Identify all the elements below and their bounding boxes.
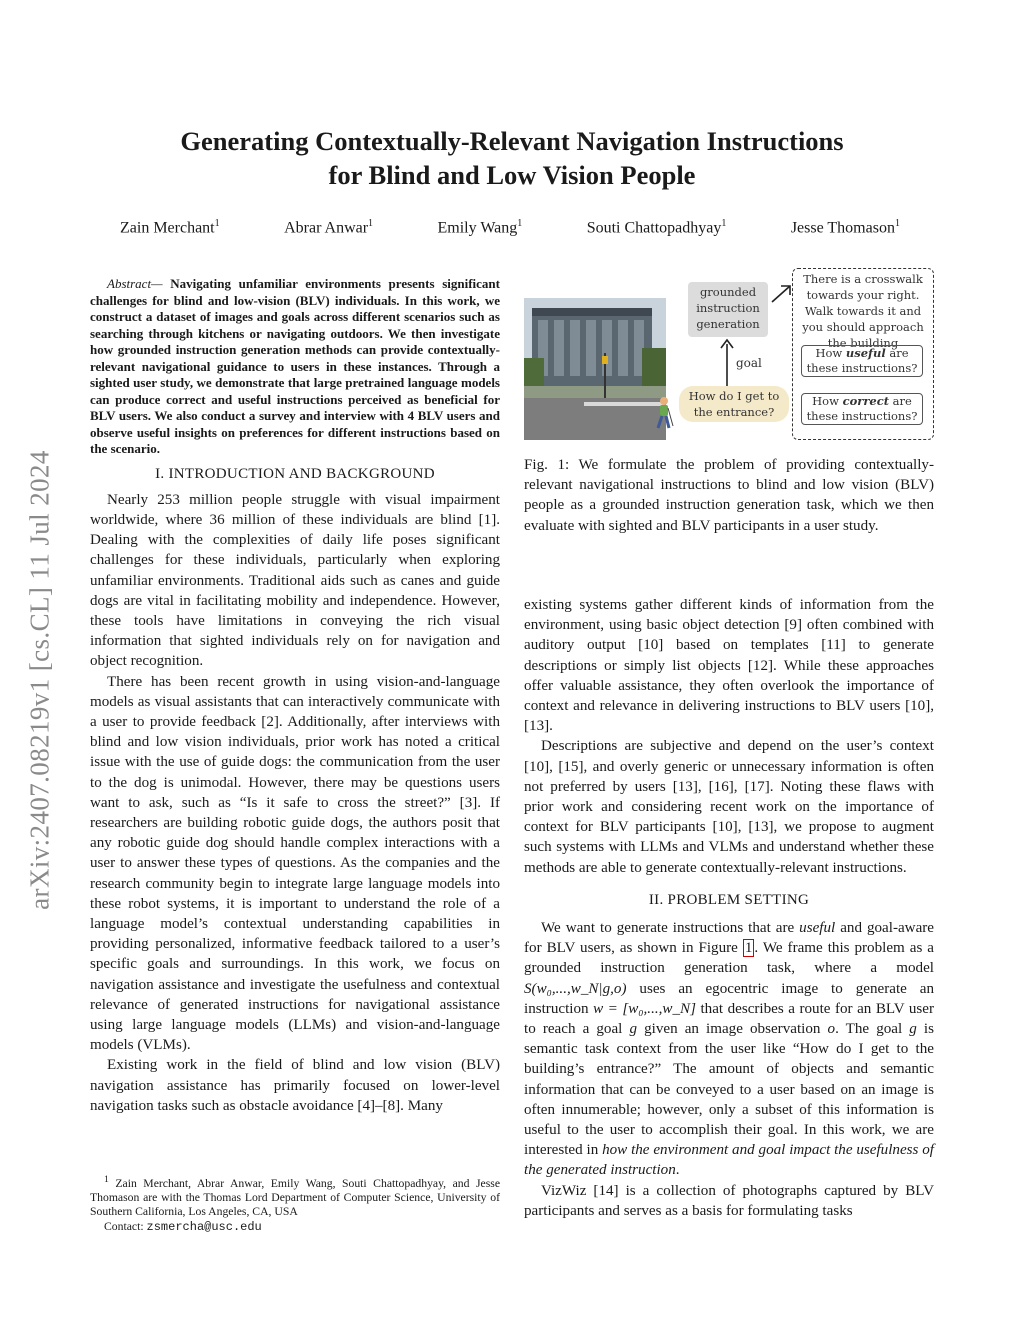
paragraph: VizWiz [14] is a collection of photographs captured by BLV participants and serves as a basis for formulating tasks — [524, 1182, 934, 1219]
arxiv-stamp: arXiv:2407.08219v1 [cs.CL] 11 Jul 2024 — [24, 450, 55, 910]
paper-title — [120, 124, 904, 192]
grounded-instruction-box: grounded instruction generation — [688, 282, 768, 337]
arrow-right-icon — [770, 282, 794, 306]
paragraph: There has been recent growth in using vision-and-language models as visual assistants that can interactively communicate with a user to provide feedback [2]. Additionally, after interviews with blind and low vision individuals, prior work has noted a critical issue with the use of guide dogs: the communication from the user to the dog is unimodal. However, there may be questions users want to ask, such as “Is it safe to cross the street?” [3]. If researchers are building robotic guide dogs, the authors posit that any robotic guide dog should handle complex interactions with a user to answer these types of questions. As the companies and the research community begin to integrate large language models into these robot systems, it is important to understand the role of a language model’s contextual understanding capabilities in providing personalized, informative feedback tailored to a user’s specific goals and surroundings. In this work, we focus on navigation assistance and investigate the usefulness and contextual relevance of generated instructions for navigational assistance using large language models (LLMs) and vision-and-language models (VLMs). — [90, 673, 500, 1054]
footnote: $^1$ Zain Merchant, Abrar Anwar, Emily Wang, Souti Chattopadhyay, and Jesse Thomason are with the Thomas Lord Department of Computer Science, University of Southern California, Los Angeles, CA, USA Contact: zsmercha@usc.edu — [90, 1174, 501, 1234]
author-list — [100, 218, 920, 237]
useful-question-box: How useful are these instructions? — [801, 345, 923, 377]
author: Souti Chattopadhyay$^1$ — [586, 218, 727, 237]
generated-output-box — [792, 268, 934, 440]
street-photo — [524, 298, 666, 440]
paragraph: Descriptions are subjective and depend on the user’s context [10], [15], and overly generic or unnecessary information is often not preferred by users [13], [16], [17]. Noting these flaws with prior work and considering recent work on the importance of context for BLV participants [10], [13], we propose to augment such systems with LLMs and VLMs and understand whether these methods are able to generate contextually-relevant instructions. — [524, 738, 934, 876]
arrow-up-icon — [720, 338, 734, 388]
author: Zain Merchant$^1$ — [120, 218, 220, 237]
contact-email[interactable]: zsmercha@usc.edu — [146, 1219, 262, 1234]
figure-1 — [524, 268, 936, 440]
author: Emily Wang$^1$ — [437, 218, 523, 237]
left-column — [90, 276, 500, 1116]
figure-ref-link[interactable]: 1 — [744, 940, 753, 957]
figure-caption: Fig. 1: We formulate the problem of providing contextually-relevant navigational instructions to blind and low vision (BLV) people as a grounded instruction generation task, which we then evaluate with sighted and BLV participants in a user study. — [524, 457, 934, 534]
author: Abrar Anwar$^1$ — [284, 218, 374, 237]
paragraph: Existing work in the field of blind and low vision (BLV) navigation assistance has primarily focused on lower-level navigation tasks such as obstacle avoidance [4]–[8]. Many — [90, 1057, 500, 1114]
goal-label: goal — [736, 356, 762, 370]
section-2-heading: II. PROBLEM SETTING — [648, 891, 810, 908]
paragraph: existing systems gather different kinds of information from the environment, using basic object detection [9] often combined with auditory output [10] based on templates [11] to generate descriptions or simply list objects [12]. While these approaches offer valuable assistance, they often overlook the importance of context and relevance in delivering instructions to BLV users [10], [13]. — [524, 597, 934, 735]
paragraph: We want to generate instructions that are useful and goal-aware for BLV users, as shown in Figure 1 . We frame this problem as a grounded instruction generation task, where a model S(w₀,...,w_N|g,o) uses an egocentric image to generate an instruction w = [w₀,...,w_N] that describes a route for an BLV user to reach a goal g given an image observation o. The goal g is semantic task context from the user like “How do I get to the building’s entrance?” The amount of objects and semantic information that can be conveyed to a user based on an image is often innumerable; however, only a subset of this information is useful to the user to accomplish their goal. In this work, we are interested in how the environment and goal impact the usefulness of the generated instruction. — [524, 920, 934, 1179]
abstract: Abstract— Navigating unfamiliar environments presents significant challenges for blind and low-vision (BLV) individuals. In this work, we construct a dataset of images and goals across different scenarios such as searching through kitchens or navigating outdoors. We then investigate how grounded instruction generation methods can provide contextually-relevant navigational guidance to users in these instances. Through a sighted user study, we demonstrate that large pretrained language models can produce correct and useful instructions perceived as beneficial for BLV users. We also conduct a survey and interview with 4 BLV users and observe useful insights on preferences for different instructions based on the scenario. — [90, 276, 500, 456]
generated-instruction: There is a crosswalk towards your right. Walk towards it and you should approach the building — [802, 272, 924, 350]
paragraph: Nearly 253 million people struggle with visual impairment worldwide, where 36 million of these individuals are blind [1]. Dealing with the complexities of daily life poses significant challenges for these individuals, particularly when exploring unfamiliar environments. Traditional aids such as canes and guide dogs are vital in facilitating mobility and independence. However, these tools have limitations in conveying the rich visual information that sighted individuals rely on for navigation and object recognition. — [90, 491, 500, 670]
walking-person-icon — [652, 396, 674, 430]
correct-question-box: How correct are these instructions? — [801, 393, 923, 425]
title-line-2: for Blind and Low Vision People — [328, 160, 696, 190]
author: Jesse Thomason$^1$ — [790, 218, 900, 237]
user-question-box: How do I get to the entrance? — [679, 386, 789, 422]
right-column — [524, 595, 934, 1221]
section-1-heading: I. INTRODUCTION AND BACKGROUND — [155, 465, 435, 482]
title-line-1: Generating Contextually-Relevant Navigation Instructions — [180, 126, 844, 156]
